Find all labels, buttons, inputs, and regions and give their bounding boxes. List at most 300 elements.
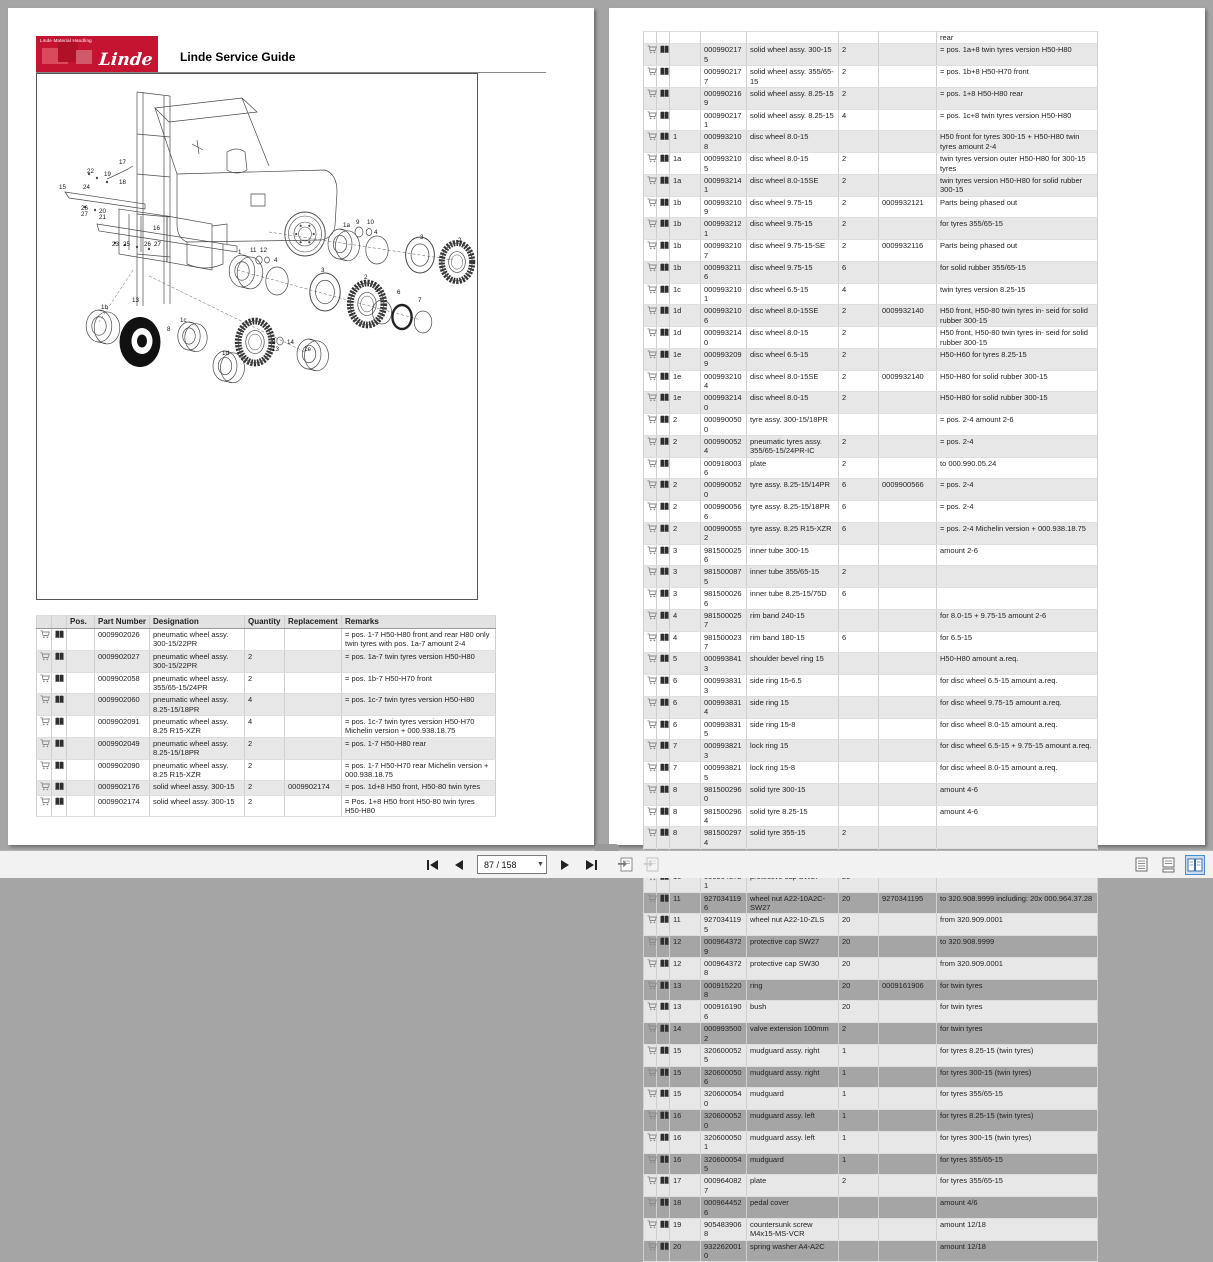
cell-icon <box>644 936 657 958</box>
catalog-book-icon[interactable] <box>660 372 669 383</box>
cell-des: pneumatic wheel assy. 300-15/22PR <box>150 629 245 651</box>
cell-qty: 2 <box>839 827 879 849</box>
cell-part: 3206000540 <box>701 1088 747 1110</box>
cart-icon[interactable] <box>647 132 657 143</box>
cell-part: 0009932105 <box>701 153 747 175</box>
table-row <box>37 795 496 817</box>
cell-qty: 2 <box>839 348 879 370</box>
catalog-book-icon[interactable] <box>660 611 669 622</box>
cell-pos: 6 <box>670 675 701 697</box>
diagram-callout-label: 15 <box>59 184 66 191</box>
cell-qty <box>245 629 285 651</box>
table-row <box>644 348 1098 370</box>
catalog-book-icon[interactable] <box>660 524 669 535</box>
catalog-book-icon[interactable] <box>660 480 669 491</box>
cell-icon <box>644 1044 657 1066</box>
cart-icon[interactable] <box>647 785 657 796</box>
cart-icon[interactable] <box>647 219 657 230</box>
catalog-book-icon[interactable] <box>660 894 669 905</box>
cell-icon <box>644 283 657 305</box>
logo-wordmark: Linde <box>97 50 154 70</box>
cart-icon[interactable] <box>647 894 657 905</box>
column-header <box>52 616 67 629</box>
parts-table-left <box>36 615 496 817</box>
catalog-book-icon[interactable] <box>660 285 669 296</box>
catalog-book-icon[interactable] <box>660 676 669 687</box>
cell-qty: 1 <box>839 1066 879 1088</box>
cell-pos: 2 <box>670 479 701 501</box>
cell-rep: 0009932140 <box>879 305 937 327</box>
cart-icon[interactable] <box>647 959 657 970</box>
cart-icon[interactable] <box>647 459 657 470</box>
cart-icon[interactable] <box>647 546 657 557</box>
viewer-toolbar <box>0 850 1213 878</box>
cell-rem <box>937 566 1098 588</box>
cell-icon <box>657 653 670 675</box>
cell-part: 1 <box>701 870 747 892</box>
catalog-book-icon[interactable] <box>660 415 669 426</box>
cart-icon[interactable] <box>647 1198 657 1209</box>
cart-icon[interactable] <box>647 154 657 165</box>
catalog-book-icon[interactable] <box>55 630 64 641</box>
cell-icon <box>657 457 670 479</box>
diagram-callout-label: 1a <box>343 222 350 229</box>
catalog-book-icon[interactable] <box>660 219 669 230</box>
cart-icon[interactable] <box>647 67 657 78</box>
table-row <box>37 759 496 781</box>
cell-part: 0009932140 <box>701 327 747 349</box>
cart-icon[interactable] <box>40 782 50 793</box>
cell-qty <box>839 783 879 805</box>
cell-icon <box>657 66 670 88</box>
catalog-book-icon[interactable] <box>660 111 669 122</box>
cell-pos: 2 <box>670 435 701 457</box>
cell-qty <box>839 805 879 827</box>
cart-icon[interactable] <box>647 981 657 992</box>
cell-icon <box>644 240 657 262</box>
cart-icon[interactable] <box>40 797 50 808</box>
cell-pos <box>67 781 95 795</box>
right-page <box>609 8 1205 1260</box>
cell-qty: 1 <box>839 1044 879 1066</box>
cell-rep <box>879 87 937 109</box>
cart-icon[interactable] <box>647 589 657 600</box>
catalog-book-icon[interactable] <box>55 739 64 750</box>
cart-icon[interactable] <box>647 1024 657 1035</box>
cell-qty: 6 <box>839 588 879 610</box>
cart-icon[interactable] <box>647 111 657 122</box>
cell-icon <box>657 283 670 305</box>
cart-icon[interactable] <box>647 1155 657 1166</box>
cart-icon[interactable] <box>647 915 657 926</box>
cell-part: 3206000501 <box>701 1131 747 1153</box>
cart-icon[interactable] <box>40 695 50 706</box>
cell-des: wheel nut A22-10-ZLS <box>747 914 839 936</box>
catalog-book-icon[interactable] <box>660 720 669 731</box>
cell-pos: 1b <box>670 218 701 240</box>
next-view-button[interactable] <box>643 857 659 873</box>
cell-qty: 1 <box>839 1088 879 1110</box>
column-header: Part Number <box>95 616 150 629</box>
cell-part: 0009938315 <box>701 718 747 740</box>
chevron-down-icon[interactable]: ▼ <box>537 861 544 868</box>
cart-icon[interactable] <box>647 328 657 339</box>
cell-part: 0009938215 <box>701 762 747 784</box>
cell-rep <box>879 348 937 370</box>
cell-pos <box>67 672 95 694</box>
cell-part: 0009900566 <box>701 501 747 523</box>
cell-des: mudguard assy. left <box>747 1110 839 1132</box>
cell-qty: 2 <box>839 153 879 175</box>
cell-rem: = pos. 2-4 <box>937 501 1098 523</box>
cell-des: mudguard assy. right <box>747 1066 839 1088</box>
cart-icon[interactable] <box>647 633 657 644</box>
cell-des: solid tyre 300-15 <box>747 783 839 805</box>
catalog-book-icon[interactable] <box>660 763 669 774</box>
cell-rep: 0009161906 <box>879 979 937 1001</box>
table-row <box>644 435 1098 457</box>
cell-icon <box>657 1175 670 1197</box>
catalog-book-icon[interactable] <box>660 176 669 187</box>
cart-icon[interactable] <box>647 241 657 252</box>
cart-icon[interactable] <box>40 739 50 750</box>
cell-icon <box>657 1240 670 1262</box>
cell-rem: for disc wheel 6.5-15 amount a.req. <box>937 675 1098 697</box>
cell-des: protective cap SW30 <box>747 957 839 979</box>
cell-icon <box>657 1218 670 1240</box>
cell-rep <box>879 566 937 588</box>
catalog-book-icon[interactable] <box>660 45 669 56</box>
catalog-book-icon[interactable] <box>660 698 669 709</box>
catalog-book-icon[interactable] <box>660 741 669 752</box>
catalog-book-icon[interactable] <box>660 241 669 252</box>
catalog-book-icon[interactable] <box>660 959 669 970</box>
toolbar-handle[interactable] <box>595 844 619 851</box>
two-page-view-icon[interactable] <box>1185 855 1205 875</box>
cell-qty: 20 <box>839 1001 879 1023</box>
cell-icon <box>644 66 657 88</box>
cell-des: wheel nut A22-10A2C-SW27 <box>747 892 839 914</box>
last-page-button[interactable] <box>583 857 599 873</box>
catalog-book-icon[interactable] <box>660 1089 669 1100</box>
cart-icon[interactable] <box>647 1111 657 1122</box>
diagram-callout-label: 20 <box>99 208 106 215</box>
catalog-book-icon[interactable] <box>660 807 669 818</box>
cart-icon[interactable] <box>647 937 657 948</box>
cart-icon[interactable] <box>647 1176 657 1187</box>
cart-icon[interactable] <box>40 717 50 728</box>
cell-pos: 1d <box>670 327 701 349</box>
catalog-book-icon[interactable] <box>55 797 64 808</box>
table-row <box>644 1044 1098 1066</box>
previous-page-button[interactable] <box>451 857 467 873</box>
cell-rem: = pos. 2-4 <box>937 479 1098 501</box>
diagram-callout-label: 19 <box>104 171 111 178</box>
cell-qty <box>839 1218 879 1240</box>
cart-icon[interactable] <box>40 630 50 641</box>
cell-icon <box>644 32 657 44</box>
cell-qty <box>839 609 879 631</box>
cell-pos: 15 <box>670 1066 701 1088</box>
catalog-book-icon[interactable] <box>660 828 669 839</box>
catalog-book-icon[interactable] <box>660 1111 669 1122</box>
catalog-book-icon[interactable] <box>660 937 669 948</box>
catalog-book-icon[interactable] <box>660 89 669 100</box>
cart-icon[interactable] <box>647 1002 657 1013</box>
cell-part: 0009161906 <box>701 1001 747 1023</box>
catalog-book-icon[interactable] <box>660 1220 669 1231</box>
cell-pos: 16 <box>670 1153 701 1175</box>
catalog-book-icon[interactable] <box>660 654 669 665</box>
cell-rem: = pos. 2-4 amount 2-6 <box>937 414 1098 436</box>
page-number-value[interactable]: 87 / 158 <box>484 859 517 870</box>
cart-icon[interactable] <box>40 761 50 772</box>
cell-qty: 6 <box>839 501 879 523</box>
cell-des: mudguard <box>747 1153 839 1175</box>
catalog-book-icon[interactable] <box>660 1155 669 1166</box>
cell-pos: 20 <box>670 1240 701 1262</box>
catalog-book-icon[interactable] <box>660 1002 669 1013</box>
cell-des: solid wheel assy. 8.25-15 <box>747 87 839 109</box>
cell-des: solid wheel assy. 300-15 <box>747 44 839 66</box>
cell-icon <box>52 759 67 781</box>
cell-des: tyre assy. 300-15/18PR <box>747 414 839 436</box>
cell-pos <box>670 87 701 109</box>
catalog-book-icon[interactable] <box>660 437 669 448</box>
cart-icon[interactable] <box>40 674 50 685</box>
cell-qty: 20 <box>839 892 879 914</box>
cell-part: 0009902026 <box>95 629 150 651</box>
cart-icon[interactable] <box>647 524 657 535</box>
catalog-book-icon[interactable] <box>660 633 669 644</box>
table-row <box>644 1175 1098 1197</box>
cell-des: ring <box>747 979 839 1001</box>
next-page-button[interactable] <box>557 857 573 873</box>
diagram-callout-label: 26 <box>81 205 88 212</box>
cell-qty <box>839 718 879 740</box>
left-page <box>8 8 594 845</box>
cart-icon[interactable] <box>647 741 657 752</box>
cart-icon[interactable] <box>647 89 657 100</box>
catalog-book-icon[interactable] <box>660 263 669 274</box>
cell-part: 0009902171 <box>701 109 747 131</box>
catalog-book-icon[interactable] <box>660 502 669 513</box>
cart-icon[interactable] <box>647 654 657 665</box>
cell-rep <box>879 1218 937 1240</box>
cell-des: inner tube 8.25-15/75D <box>747 588 839 610</box>
table-row <box>644 696 1098 718</box>
catalog-book-icon[interactable] <box>660 393 669 404</box>
table-row <box>644 261 1098 283</box>
cell-des: valve extension 100mm <box>747 1023 839 1045</box>
cell-pos: 12 <box>670 957 701 979</box>
column-header: Pos. <box>67 616 95 629</box>
cell-pos: 6 <box>670 696 701 718</box>
cell-icon <box>644 566 657 588</box>
cell-des: disc wheel 9.75-15-SE <box>747 240 839 262</box>
cart-icon[interactable] <box>647 1242 657 1253</box>
cart-icon[interactable] <box>647 1046 657 1057</box>
cell-des: disc wheel 8.0-15SE <box>747 370 839 392</box>
catalog-book-icon[interactable] <box>55 761 64 772</box>
cell-rep: 9270341195 <box>879 892 937 914</box>
cell-rep <box>879 522 937 544</box>
table-row <box>644 109 1098 131</box>
cell-part: 0009644526 <box>701 1197 747 1219</box>
cell-icon <box>644 348 657 370</box>
catalog-book-icon[interactable] <box>660 1133 669 1144</box>
cart-icon[interactable] <box>647 763 657 774</box>
cell-icon <box>644 1153 657 1175</box>
cell-qty: 4 <box>245 716 285 738</box>
catalog-book-icon[interactable] <box>660 981 669 992</box>
linde-logo <box>36 36 158 72</box>
cart-icon[interactable] <box>647 720 657 731</box>
cart-icon[interactable] <box>647 415 657 426</box>
catalog-book-icon[interactable] <box>660 328 669 339</box>
cell-qty: 2 <box>245 781 285 795</box>
catalog-book-icon[interactable] <box>660 1024 669 1035</box>
cart-icon[interactable] <box>647 393 657 404</box>
catalog-book-icon[interactable] <box>660 1046 669 1057</box>
cell-icon <box>657 153 670 175</box>
catalog-book-icon[interactable] <box>660 154 669 165</box>
catalog-book-icon[interactable] <box>660 1198 669 1209</box>
catalog-book-icon[interactable] <box>660 567 669 578</box>
diagram-callout-label: 13 <box>272 346 279 353</box>
cart-icon[interactable] <box>647 807 657 818</box>
previous-view-button[interactable] <box>617 857 633 873</box>
continuous-view-icon[interactable] <box>1158 855 1178 875</box>
cell-part: 0009932108 <box>701 131 747 153</box>
cell-part: 9815000256 <box>701 544 747 566</box>
catalog-book-icon[interactable] <box>660 306 669 317</box>
cart-icon[interactable] <box>647 1133 657 1144</box>
cell-qty: 1 <box>839 1110 879 1132</box>
cart-icon[interactable] <box>647 306 657 317</box>
cart-icon[interactable] <box>647 372 657 383</box>
catalog-book-icon[interactable] <box>660 785 669 796</box>
catalog-book-icon[interactable] <box>660 350 669 361</box>
cell-qty: 1 <box>839 1153 879 1175</box>
cell-part: 0009932140 <box>701 392 747 414</box>
cell-icon <box>644 631 657 653</box>
cart-icon[interactable] <box>647 698 657 709</box>
page-number-combo[interactable] <box>477 855 547 874</box>
cell-icon <box>657 305 670 327</box>
cell-qty: 2 <box>839 1175 879 1197</box>
cell-rem <box>937 827 1098 849</box>
cell-icon <box>37 672 52 694</box>
table-row <box>644 414 1098 436</box>
diagram-callout-label: 9 <box>356 219 360 226</box>
cell-des: pneumatic wheel assy. 300-15/22PR <box>150 650 245 672</box>
cell-rep <box>285 694 342 716</box>
cell-rem: amount 4/6 <box>937 1197 1098 1219</box>
column-header: Remarks <box>342 616 496 629</box>
catalog-book-icon[interactable] <box>660 198 669 209</box>
cart-icon[interactable] <box>647 1220 657 1231</box>
cell-pos: 1a <box>670 153 701 175</box>
cart-icon[interactable] <box>647 676 657 687</box>
catalog-book-icon[interactable] <box>55 674 64 685</box>
cell-icon <box>657 1131 670 1153</box>
catalog-book-icon[interactable] <box>55 652 64 663</box>
cell-part: 9322620010 <box>701 1240 747 1262</box>
cell-rem: = pos. 1b+8 H50-H70 front <box>937 66 1098 88</box>
cart-icon[interactable] <box>647 1068 657 1079</box>
cart-icon[interactable] <box>647 567 657 578</box>
table-row <box>644 675 1098 697</box>
catalog-book-icon[interactable] <box>660 67 669 78</box>
cell-rep <box>879 1110 937 1132</box>
cell-icon <box>657 1110 670 1132</box>
cart-icon[interactable] <box>647 350 657 361</box>
cart-icon[interactable] <box>647 502 657 513</box>
cell-rem: for disc wheel 8.0-15 amount a.req. <box>937 718 1098 740</box>
cell-qty: 2 <box>245 759 285 781</box>
cell-rem: for solid rubber 355/65-15 <box>937 261 1098 283</box>
cell-icon <box>657 522 670 544</box>
catalog-book-icon[interactable] <box>660 132 669 143</box>
cell-pos <box>670 109 701 131</box>
catalog-book-icon[interactable] <box>660 1176 669 1187</box>
table-row <box>644 892 1098 914</box>
diagram-callout-label: 2 <box>458 237 462 244</box>
cell-rem: = pos. 1a+8 twin tyres version H50-H80 <box>937 44 1098 66</box>
cell-icon <box>657 805 670 827</box>
cell-des: lock ring 15 <box>747 740 839 762</box>
cell-qty: 2 <box>839 305 879 327</box>
table-row <box>644 87 1098 109</box>
cart-icon[interactable] <box>647 263 657 274</box>
catalog-book-icon[interactable] <box>660 459 669 470</box>
cart-icon[interactable] <box>647 285 657 296</box>
cart-icon[interactable] <box>647 176 657 187</box>
cell-part: 0009938313 <box>701 675 747 697</box>
catalog-book-icon[interactable] <box>660 1242 669 1253</box>
table-row <box>644 196 1098 218</box>
cart-icon[interactable] <box>647 828 657 839</box>
catalog-book-icon[interactable] <box>660 589 669 600</box>
cell-rep: 0009932140 <box>879 370 937 392</box>
cart-icon[interactable] <box>647 437 657 448</box>
cell-icon <box>657 1066 670 1088</box>
catalog-book-icon[interactable] <box>55 695 64 706</box>
cell-icon <box>52 781 67 795</box>
cart-icon[interactable] <box>647 480 657 491</box>
parts-table-header <box>37 616 496 629</box>
cell-rem: = pos. 1+8 H50-H80 rear <box>937 87 1098 109</box>
cell-pos: 3 <box>670 566 701 588</box>
catalog-book-icon[interactable] <box>660 915 669 926</box>
cart-icon[interactable] <box>647 611 657 622</box>
first-page-button[interactable] <box>425 857 441 873</box>
cell-rem: H50-H80 amount a.req. <box>937 653 1098 675</box>
cell-rep <box>879 392 937 414</box>
cart-icon[interactable] <box>647 1089 657 1100</box>
cart-icon[interactable] <box>647 45 657 56</box>
catalog-book-icon[interactable] <box>660 546 669 557</box>
catalog-book-icon[interactable] <box>55 782 64 793</box>
single-page-view-icon[interactable] <box>1131 855 1151 875</box>
cart-icon[interactable] <box>40 652 50 663</box>
cell-part: 3206000506 <box>701 1066 747 1088</box>
catalog-book-icon[interactable] <box>660 1068 669 1079</box>
catalog-book-icon[interactable] <box>55 717 64 728</box>
cell-icon <box>657 718 670 740</box>
cart-icon[interactable] <box>647 198 657 209</box>
